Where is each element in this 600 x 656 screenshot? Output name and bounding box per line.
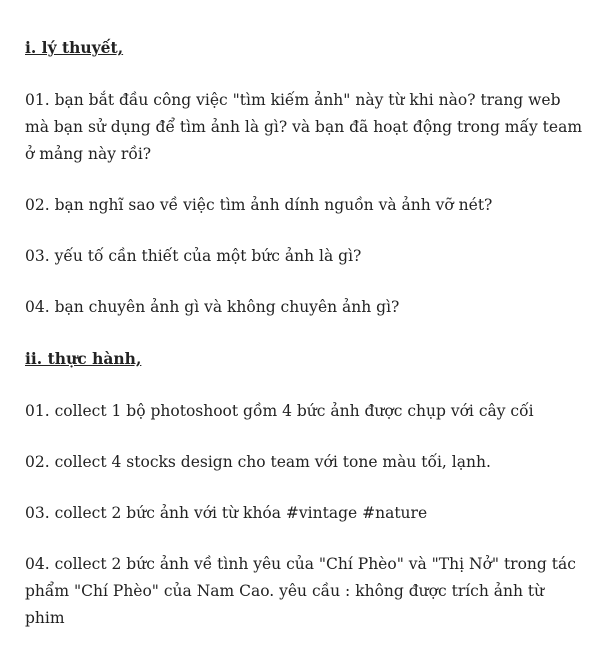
practice-task-1: 01. collect 1 bộ photoshoot gồm 4 bức ảnh được chụp với cây cối [25, 402, 534, 420]
theory-question-3: 03. yếu tố cần thiết của một bức ảnh là gì? [25, 247, 362, 265]
document-body [25, 34, 585, 656]
theory-question-2: 02. bạn nghĩ sao về việc tìm ảnh dính nguồn và ảnh vỡ nét? [25, 196, 493, 214]
section-heading-practice: ii. thực hành, [25, 349, 142, 368]
theory-question-1: 01. bạn bắt đầu công việc "tìm kiếm ảnh" này từ khi nào? trang web mà bạn sử dụng để tìm ảnh là gì? và bạn đã hoạt động trong mấy team ở mảng này rồi? [25, 91, 583, 163]
theory-question-4: 04. bạn chuyên ảnh gì và không chuyên ảnh gì? [25, 298, 400, 316]
practice-task-4: 04. collect 2 bức ảnh về tình yêu của "Chí Phèo" và "Thị Nở" trong tác phẩm "Chí Phèo" của Nam Cao. yêu cầu : không được trích ảnh từ phim [25, 555, 576, 627]
practice-task-3: 03. collect 2 bức ảnh với từ khóa #vintage #nature [25, 504, 428, 522]
practice-task-2: 02. collect 4 stocks design cho team với tone màu tối, lạnh. [25, 453, 491, 471]
section-heading-theory: i. lý thuyết, [25, 38, 124, 57]
